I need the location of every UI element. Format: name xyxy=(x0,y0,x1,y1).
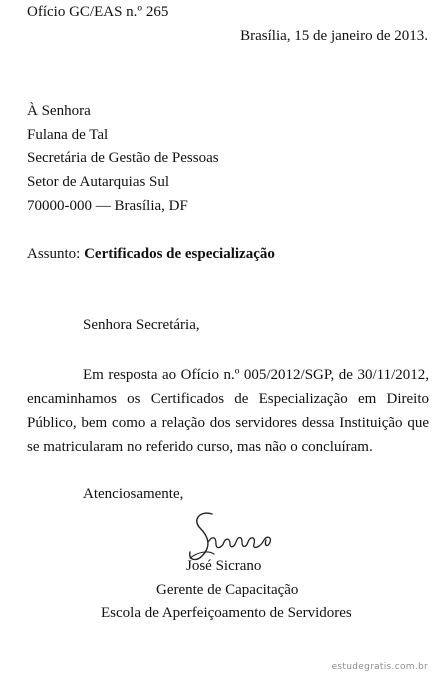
salutation: Senhora Secretária, xyxy=(83,317,200,333)
body-paragraph: Em resposta ao Ofício n.º 005/2012/SGP, de 30/11/2012, encaminhamos os Certificados de Especialização em Direito Público, bem como a relação dos servidores dessa Instituição que se matricularam no referido curso, mas não o concluíram. xyxy=(27,367,429,455)
recipient-line: Secretária de Gestão de Pessoas xyxy=(27,150,219,166)
recipient-line: Setor de Autarquias Sul xyxy=(27,174,170,190)
letter-place-date: Brasília, 15 de janeiro de 2013. xyxy=(240,28,428,44)
signer-name: José Sicrano xyxy=(186,558,262,574)
site-watermark: estudegratis.com.br xyxy=(331,662,428,672)
closing: Atenciosamente, xyxy=(83,486,184,502)
signer-role: Gerente de Capacitação xyxy=(156,582,299,598)
signer-organization: Escola de Aperfeiçoamento de Servidores xyxy=(101,605,352,621)
subject-text: Certificados de especialização xyxy=(84,246,275,262)
subject-label: Assunto: xyxy=(27,246,81,262)
letter-reference: Ofício GC/EAS n.º 265 xyxy=(27,4,169,20)
recipient-line: À Senhora xyxy=(27,103,91,119)
recipient-line: Fulana de Tal xyxy=(27,127,109,143)
subject-line xyxy=(27,245,275,263)
recipient-line: 70000-000 — Brasília, DF xyxy=(27,198,188,214)
